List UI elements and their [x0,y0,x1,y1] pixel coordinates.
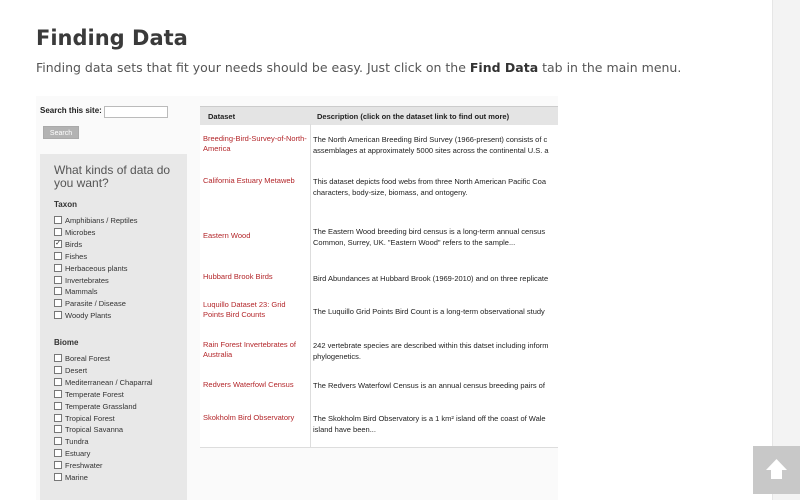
facet-checkbox[interactable] [54,366,62,374]
facet-checkbox[interactable] [54,228,62,236]
search-input [104,106,168,118]
facet-option-label: Microbes [65,227,96,237]
facet-option[interactable] [54,310,111,321]
facet-option-label: Fishes [65,251,88,261]
search-button: Search [43,126,79,139]
dataset-link[interactable]: Rain Forest Invertebrates of Australia [203,339,296,359]
facet-option[interactable] [54,413,115,424]
column-divider [310,124,311,447]
facet-checkbox[interactable] [54,216,62,224]
dataset-description [313,134,558,156]
dataset-link[interactable]: Redvers Waterfowl Census [203,379,294,389]
facet-option-label: Estuary [65,449,91,459]
description-line: This dataset depicts food webs from three North American Pacific Coa [313,176,547,186]
column-header-description: Description (click on the dataset link to find out more) [317,112,510,121]
facet-panel [40,154,187,500]
dataset-description [313,306,558,317]
facet-group-title: Taxon [54,200,77,209]
facet-option[interactable] [54,389,124,400]
facet-option[interactable] [54,401,137,412]
facet-option-label: Invertebrates [65,275,109,285]
facet-option-label: Marine [65,473,88,482]
facet-option[interactable] [54,286,98,297]
description-line: The North American Breeding Bird Survey (1966-present) consists of c [313,134,548,144]
facet-checkbox[interactable] [54,390,62,398]
facet-checkbox[interactable] [54,299,62,307]
description-line: 242 vertebrate species are described within this datset including inform [313,340,549,350]
facet-option-label: Mammals [65,287,98,297]
facet-checkbox[interactable] [54,414,62,422]
facet-option[interactable] [54,377,153,388]
facet-option[interactable] [54,227,95,238]
facet-heading: What kinds of data do you want? [54,163,171,190]
facet-checkbox[interactable] [54,378,62,386]
table-row [200,125,558,163]
description-line: The Luquillo Grid Points Bird Count is a long-term observational study [313,306,545,316]
facet-option[interactable] [54,460,103,471]
facet-checkbox[interactable] [54,402,62,410]
facet-checkbox[interactable] [54,252,62,260]
facet-option[interactable] [54,239,82,250]
facet-checkbox[interactable] [54,473,62,481]
facet-option-label: Woody Plants [65,311,112,321]
description-line: phylogenetics. [313,351,361,361]
facet-option-label: Mediterranean / Chaparral [65,377,153,387]
facet-option-label: Desert [65,365,88,375]
description-line: characters, body-size, biomass, and ontogeny. [313,187,468,197]
dataset-description [313,380,558,391]
facet-checkbox[interactable] [54,461,62,469]
facet-checkbox[interactable]: ✓ [55,239,61,247]
facet-option-label: Boreal Forest [65,354,111,363]
facet-group-title: Biome [54,338,79,347]
dataset-link[interactable]: Hubbard Brook Birds [203,272,273,281]
facet-checkbox[interactable] [54,437,62,445]
intro-text [36,60,681,75]
table-row [200,209,558,263]
facet-option[interactable] [54,448,90,459]
facet-checkbox[interactable] [54,449,62,457]
facet-option[interactable] [54,263,128,274]
table-row [200,292,558,329]
description-line: The Redvers Waterfowl Census is an annual census breeding pairs of [313,381,545,390]
page-title: Finding Data [36,26,188,50]
facet-checkbox[interactable] [54,311,62,319]
dataset-description [313,273,558,284]
dataset-link[interactable]: Eastern Wood [203,230,251,240]
dataset-description [313,176,558,198]
arrow-up-icon [753,446,800,494]
facet-checkbox[interactable] [54,425,62,433]
dataset-description [313,413,558,435]
facet-option-label: Herbaceous plants [65,263,128,273]
scroll-to-top-button[interactable] [753,446,800,494]
facet-option-label: Temperate Forest [65,389,124,399]
description-line: assemblages at approximately 5000 sites across the continental U.S. a [313,145,549,155]
facet-option[interactable] [54,275,109,286]
table-row [200,262,558,293]
facet-checkbox[interactable] [54,276,62,284]
table-row [200,398,558,448]
column-header-dataset: Dataset [208,112,236,121]
table-row [200,328,558,372]
dataset-description [313,226,558,248]
facet-option-label: Tropical Savanna [65,425,124,435]
description-line: The Skokholm Bird Observatory is a 1 km² island off the coast of Wale [313,413,546,423]
description-line: Common, Surrey, UK. "Eastern Wood" refers to the sample... [313,237,516,247]
intro-text-end: tab in the main menu. [538,60,682,75]
description-line: The Eastern Wood breeding bird census is a long-term annual census [313,226,546,236]
search-label: Search this site: [40,106,102,115]
dataset-link[interactable]: Skokholm Bird Observatory [203,412,295,422]
table-row [200,371,558,399]
facet-option-label: Temperate Grassland [65,401,137,411]
facet-option[interactable] [54,436,89,447]
facet-option-label: Tropical Forest [65,413,115,423]
facet-option[interactable] [54,365,87,376]
facet-option-label: Parasite / Disease [65,299,126,309]
facet-option-label: Freshwater [65,461,103,471]
facet-checkbox[interactable] [54,287,62,295]
facet-option[interactable] [54,215,138,226]
table-row [200,162,558,210]
facet-option-label: Amphibians / Reptiles [65,216,138,225]
facet-option-label: Tundra [65,437,89,447]
intro-text-start: Finding data sets that fit your needs should be easy. Just click on the [36,60,470,75]
dataset-link[interactable]: California Estuary Metaweb [203,175,295,185]
facet-checkbox[interactable] [54,264,62,272]
facet-option-label: Birds [65,239,83,249]
find-data-emphasis: Find Data [469,60,539,75]
dataset-description [313,340,558,362]
dataset-link[interactable]: Breeding-Bird-Survey-of-North-America [203,133,307,153]
facet-option[interactable] [54,298,126,309]
facet-checkbox[interactable] [54,354,62,362]
find-data-screenshot [36,96,558,500]
dataset-link[interactable]: Luquillo Dataset 23: Grid Points Bird Counts [203,300,286,319]
facet-option[interactable] [54,353,110,364]
description-line: Bird Abundances at Hubbard Brook (1969-2010) and on three replicate [313,273,549,283]
right-gutter [772,0,800,500]
facet-option[interactable] [54,251,87,262]
facet-option[interactable] [54,424,123,435]
facet-option[interactable] [54,472,88,483]
table-header [200,106,558,126]
description-line: island have been... [313,424,376,434]
